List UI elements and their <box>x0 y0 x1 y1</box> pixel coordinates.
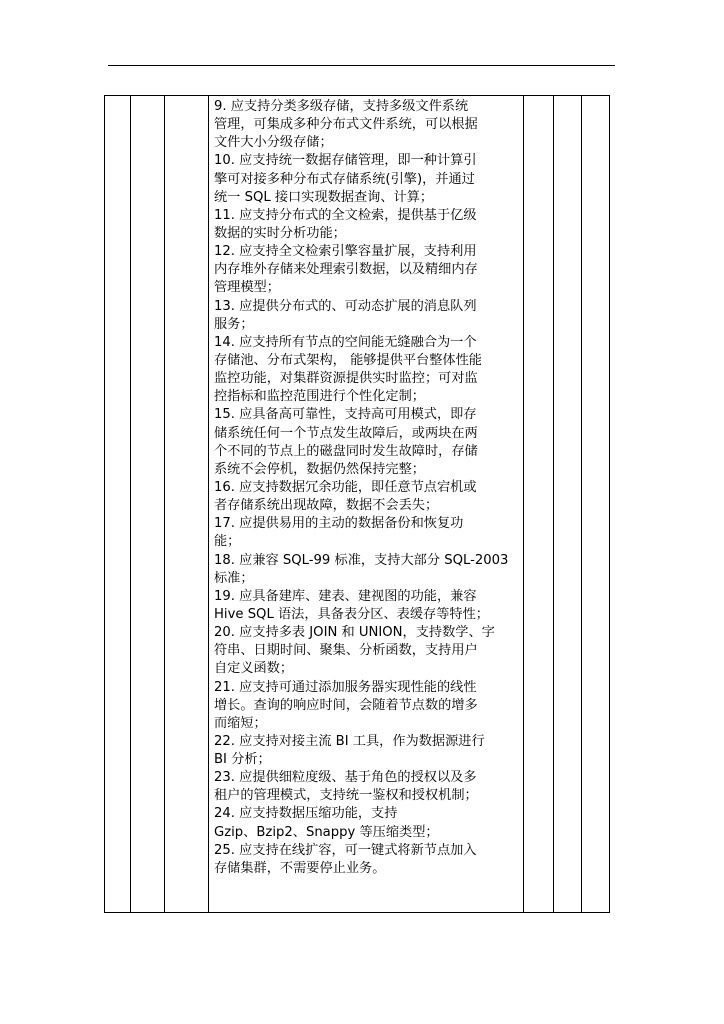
spec-line: 租户的管理模式，支持统一鉴权和授权机制； <box>214 788 478 804</box>
spec-line: 统一 SQL 接口实现数据查询、计算； <box>214 189 434 205</box>
spec-line: 存储池、分布式架构， 能够提供平台整体性能 <box>214 352 482 368</box>
spec-line: Gzip、Bzip2、Snappy 等压缩类型； <box>214 824 439 840</box>
spec-line: Hive SQL 语法，具备表分区、表缓存等特性； <box>214 606 489 622</box>
spec-line: 控指标和监控范围进行个性化定制； <box>214 389 425 405</box>
spec-line: 管理模型； <box>214 280 280 296</box>
column-divider <box>553 96 554 912</box>
spec-line: 9. 应支持分类多级存储，支持多级文件系统 <box>214 99 469 114</box>
spec-line: 符串、日期时间、聚集、分析函数，支持用户 <box>214 643 478 659</box>
spec-line: 服务； <box>214 316 254 332</box>
column-divider <box>208 96 209 912</box>
spec-line: 管理，可集成多种分布式文件系统，可以根据 <box>214 117 478 133</box>
spec-line: 数据的实时分析功能； <box>214 225 346 241</box>
spec-line: 监控功能，对集群资源提供实时监控；可对监 <box>214 371 478 387</box>
spec-table <box>104 95 610 913</box>
spec-line: 11. 应支持分布式的全文检索，提供基于亿级 <box>214 207 477 223</box>
spec-line: 增长。查询的响应时间，会随着节点数的增多 <box>214 697 478 713</box>
spec-line: 23. 应提供细粒度级、基于角色的授权以及多 <box>214 770 477 786</box>
spec-line: 14. 应支持所有节点的空间能无缝融合为一个 <box>214 334 477 350</box>
spec-line: 17. 应提供易用的主动的数据备份和恢复功 <box>214 516 464 532</box>
spec-line: 20. 应支持多表 JOIN 和 UNION，支持数学、字 <box>214 625 495 641</box>
spec-line: 储系统任何一个节点发生故障后，或两块在两 <box>214 425 478 441</box>
spec-line: 存储集群，不需要停止业务。 <box>214 860 386 876</box>
spec-line: 13. 应提供分布式的、可动态扩展的消息队列 <box>214 298 477 314</box>
spec-line: 文件大小分级存储； <box>214 135 333 151</box>
column-divider <box>130 96 131 912</box>
spec-line: 25. 应支持在线扩容，可一键式将新节点加入 <box>214 842 477 858</box>
spec-line: 21. 应支持可通过添加服务器实现性能的线性 <box>214 679 477 695</box>
spec-line: 19. 应具备建库、建表、建视图的功能，兼容 <box>214 588 477 604</box>
column-divider <box>581 96 582 912</box>
spec-line: 18. 应兼容 SQL-99 标准，支持大部分 SQL-2003 <box>214 552 509 568</box>
spec-line: 系统不会停机，数据仍然保持完整； <box>214 461 425 477</box>
spec-line: 擎可对接多种分布式存储系统(引擎)，并通过 <box>214 171 475 187</box>
spec-line: 15. 应具备高可靠性，支持高可用模式，即存 <box>214 407 477 423</box>
spec-line: 10. 应支持统一数据存储管理，即一种计算引 <box>214 153 477 169</box>
spec-line: 内存堆外存储来处理索引数据，以及精细内存 <box>214 262 478 278</box>
spec-line: 24. 应支持数据压缩功能，支持 <box>214 806 398 822</box>
spec-line: 标准； <box>214 570 254 586</box>
column-divider <box>164 96 165 912</box>
spec-line: 16. 应支持数据冗余功能，即任意节点宕机或 <box>214 479 477 495</box>
spec-line: 者存储系统出现故障，数据不会丢失； <box>214 498 439 514</box>
spec-line: 能； <box>214 534 241 550</box>
column-divider <box>523 96 524 912</box>
header-rule <box>108 65 615 66</box>
spec-line: 而缩短； <box>214 715 267 731</box>
spec-line: 22. 应支持对接主流 BI 工具，作为数据源进行 <box>214 733 485 749</box>
spec-line: 个不同的节点上的磁盘同时发生故障时，存储 <box>214 443 478 459</box>
spec-line: 12. 应支持全文检索引擎容量扩展，支持利用 <box>214 244 477 260</box>
spec-line: BI 分析； <box>214 752 271 768</box>
spec-requirements-cell <box>214 98 520 878</box>
spec-line: 自定义函数； <box>214 661 294 677</box>
